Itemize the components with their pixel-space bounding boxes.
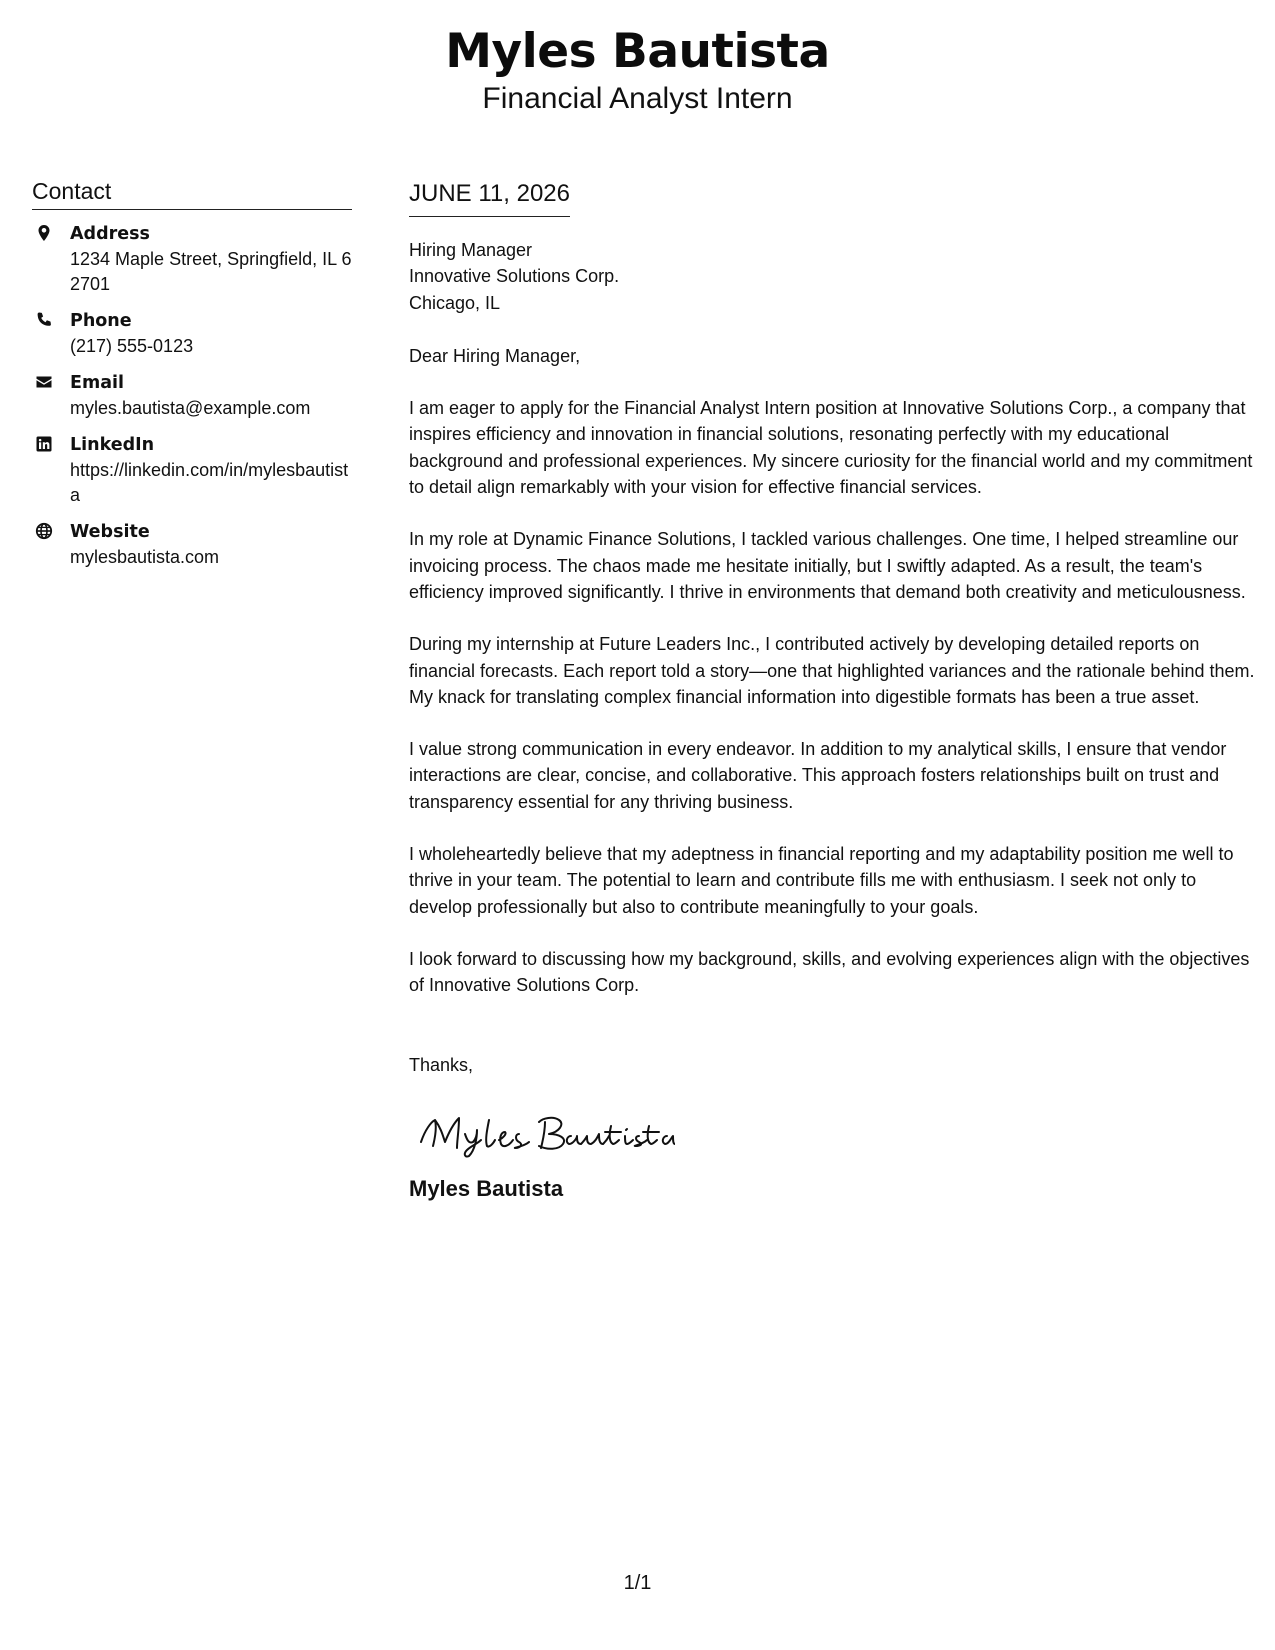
body-paragraph: I value strong communication in every endeavor. In addition to my analytical skills, I ensure that vendor interactions are clear, concise, and collaborative. This approach fosters relationships built on trust and transparency essential for any thriving business.	[409, 739, 1227, 812]
page-number: 1/1	[623, 1572, 652, 1594]
salutation: Dear Hiring Manager,	[409, 345, 581, 366]
map-pin-icon	[35, 224, 53, 242]
contact-sidebar	[32, 176, 352, 582]
body-paragraph: I wholeheartedly believe that my adeptness in financial reporting and my adaptability position me well to thrive in your team. The potential to learn and contribute fills me with enthusiasm. I seek not only to develop professionally but also to contribute meaningfully to your goals.	[409, 844, 1234, 917]
contact-label: Phone	[70, 311, 132, 331]
contact-item-address	[32, 222, 352, 297]
contact-label: Address	[70, 224, 150, 244]
phone-value: (217) 555-0123	[70, 336, 194, 356]
letter-body	[409, 178, 1255, 1204]
recipient-name: Hiring Manager	[409, 240, 533, 260]
address-value: 1234 Maple Street, Springfield, IL 62701	[70, 249, 352, 294]
recipient-location: Chicago, IL	[409, 292, 501, 313]
globe-icon	[35, 522, 53, 540]
body-paragraph: I look forward to discussing how my background, skills, and evolving experiences align with the objectives of Innovative Solutions Corp.	[409, 948, 1250, 996]
contact-heading: Contact	[32, 176, 352, 210]
contact-item-website	[32, 520, 352, 570]
contact-item-email	[32, 371, 352, 421]
body-paragraph: In my role at Dynamic Finance Solutions, I tackled various challenges. One time, I helped streamline our invoicing process. The chaos made me hesitate initially, but I swiftly adapted. As a result, the team's efficiency improved significantly. I thrive in environments that demand both creativity and meticulousness.	[409, 529, 1246, 602]
signer-name: Myles Bautista	[409, 1175, 564, 1201]
recipient-company: Innovative Solutions Corp.	[409, 266, 620, 287]
linkedin-icon	[35, 435, 53, 453]
email-value[interactable]: myles.bautista@example.com	[70, 398, 311, 418]
contact-item-linkedin	[32, 433, 352, 508]
phone-icon	[35, 311, 53, 329]
applicant-title: Financial Analyst Intern	[482, 82, 793, 115]
letter-date: JUNE 11, 2026	[409, 178, 570, 217]
contact-item-phone	[32, 309, 352, 359]
closing-line: Thanks,	[409, 1054, 474, 1075]
contact-label: LinkedIn	[70, 435, 155, 455]
body-paragraph: I am eager to apply for the Financial Analyst Intern position at Innovative Solutions Corp., a company that inspires efficiency and innovation in financial solutions, resonating perfectly with my educational background and professional experiences. My sincere curiosity for the financial world and my commitment to detail align remarkably with your vision for effective financial services.	[409, 398, 1253, 498]
letter-header	[0, 22, 1275, 116]
recipient-block	[409, 237, 1255, 316]
body-paragraph: During my internship at Future Leaders Inc., I contributed actively by developing detailed reports on financial forecasts. Each report told a story—one that highlighted variances and the rationale behind them. My knack for translating complex financial information into digestible formats has been a true asset.	[409, 634, 1255, 707]
signature-image	[415, 1106, 675, 1160]
website-value[interactable]: mylesbautista.com	[70, 547, 220, 567]
handwritten-signature	[415, 1106, 1255, 1160]
applicant-name: Myles Bautista	[445, 24, 830, 79]
envelope-icon	[35, 373, 53, 391]
contact-label: Email	[70, 373, 124, 393]
linkedin-value[interactable]: https://linkedin.com/in/mylesbautista	[70, 460, 349, 505]
contact-label: Website	[70, 522, 150, 542]
